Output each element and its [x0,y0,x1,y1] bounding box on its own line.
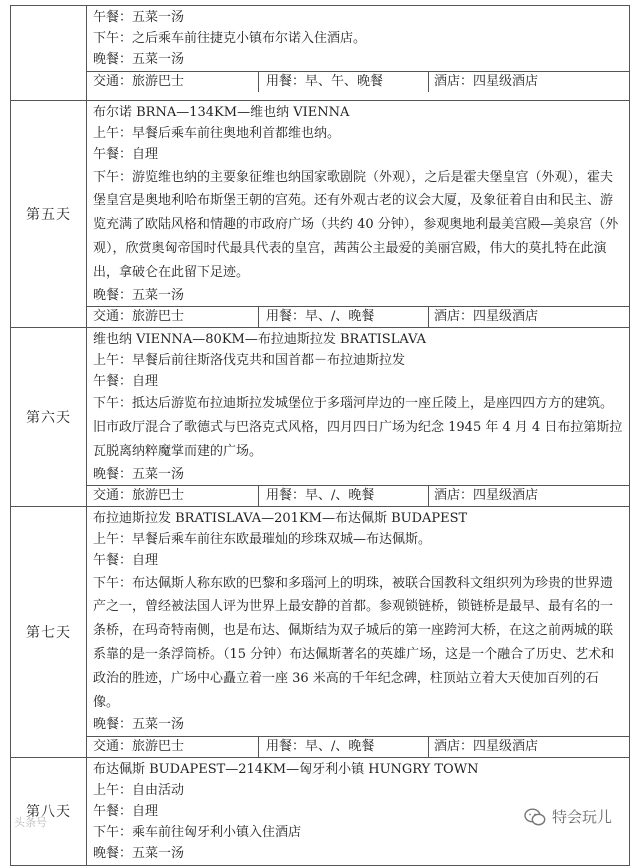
route-line: 布达佩斯 BUDAPEST—214KM—匈牙利小镇 HUNGRY TOWN [93,761,479,777]
hotel-cell: 酒店：四星级酒店 [434,488,539,503]
watermark-left: 头条号 [14,816,47,829]
day-label: 第七天 [11,507,87,758]
meals-cell: 用餐：早、/、晚餐 [259,737,429,757]
wechat-icon [524,808,546,826]
hotel-cell: 酒店：四星级酒店 [434,73,539,89]
day-content [87,101,630,328]
hotel-cell: 酒店：四星级酒店 [434,738,539,754]
day-label: 第六天 [11,327,87,506]
day-footer [87,71,629,92]
morning-line: 上午：早餐后乘车前往东欧最璀灿的珍珠双城—布达佩斯。 [93,532,432,548]
transport-cell: 交通：旅游巴士 [87,486,259,506]
afternoon-text: 下午：游览维也纳的主要象征维也纳国家歌剧院（外观），之后是霍夫堡皇宫（外观），霍夫堡皇宫是奥地利哈布斯堡王朝的宫苑。还有外观古老的议会大厦，及象征着自由和民主、游览充满了欧陆风格和情趣的市政府广场（共约 40 分钟），参观奥地利最美宫殿—美泉宫（外观），欣赏奥匈帝国时代最具代表的皇宫，茜茜公主最爱的美丽宫殿，伟大的莫扎特在此演出，拿破仑在此留下足迹。 [93,169,619,280]
watermark-right-text: 特会玩儿 [552,808,613,826]
meals-cell: 用餐：早、/、晚餐 [259,307,429,327]
lunch-line: 午餐：自理 [93,374,159,390]
day-label-empty [11,6,87,101]
lunch-line: 午餐：自理 [93,147,159,163]
transport-cell: 交通：旅游巴士 [87,72,259,92]
morning-line: 上午：自由活动 [93,782,185,798]
dinner-line: 晚餐：五菜一汤 [93,846,185,862]
afternoon-line: 下午：之后乘车前往捷克小镇布尔诺入住酒店。 [93,31,367,47]
afternoon-text: 下午：布达佩斯人称东欧的巴黎和多瑙河上的明珠，被联合国教科文组织列为珍贵的世界遗产之一，曾经被法国人评为世界上最安静的首都。参观锁链桥，锁链桥是最早、最有名的一条桥，在玛奇特南侧，也是布达、佩斯结为双子城后的第一座跨河大桥，在这之前两城的联系靠的是一条浮筒桥。（15 分钟）布达佩斯著名的英雄广场，这是一个融合了历史、艺术和政治的胜迹，广场中心矗立着一座 36 米高的千年纪念碑，柱顶站立着大天使加百列的石像。 [93,575,615,710]
dinner-line: 晚餐：五菜一汤 [93,287,185,303]
day-row [11,327,630,506]
morning-line: 上午：早餐后前往斯洛伐克共和国首都－布拉迪斯拉发 [93,353,406,368]
day-footer [87,485,629,506]
itinerary-table [10,5,630,866]
dinner-line: 晚餐：五菜一汤 [93,52,185,68]
route-line: 维也纳 VIENNA—80KM—布拉迪斯拉发 BRATISLAVA [93,331,426,347]
meals-cell: 用餐：早、/、晚餐 [259,486,429,506]
day-row [11,507,630,758]
day-footer [87,736,629,757]
day-content [87,6,630,101]
route-line: 布拉迪斯拉发 BRATISLAVA—201KM—布达佩斯 BUDAPEST [93,511,468,526]
day-row-continued [11,6,630,101]
dinner-line: 晚餐：五菜一汤 [93,466,185,482]
afternoon-line: 下午：乘车前往匈牙利小镇入住酒店 [93,825,302,841]
day-content [87,507,630,758]
morning-line: 上午：早餐后乘车前往奥地利首都维也纳。 [93,126,341,142]
hotel-cell: 酒店：四星级酒店 [434,308,539,324]
afternoon-text: 下午：抵达后游览布拉迪斯拉发城堡位于多瑙河岸边的一座丘陵上，是座四四方方的建筑。旧市政厅混合了歌德式与巴洛克式风格，四月四日广场为纪念 1945 年 4 月 4 日布拉第斯拉瓦脱离纳粹魔掌而建的广场。 [93,396,623,459]
day-label: 第八天 [11,757,87,865]
transport-cell: 交通：旅游巴士 [87,307,259,327]
lunch-line: 午餐：五菜一汤 [93,10,185,25]
watermark-right [524,806,612,827]
route-line: 布尔诺 BRNA—134KM—维也纳 VIENNA [93,105,350,120]
day-content [87,327,630,506]
day-footer [87,306,629,327]
meals-cell: 用餐：早、午、晚餐 [259,72,429,92]
dinner-line: 晚餐：五菜一汤 [93,717,185,733]
transport-cell: 交通：旅游巴士 [87,737,259,757]
lunch-line: 午餐：自理 [93,553,159,569]
day-row [11,101,630,328]
day-label: 第五天 [11,101,87,328]
lunch-line: 午餐：自理 [93,804,159,819]
